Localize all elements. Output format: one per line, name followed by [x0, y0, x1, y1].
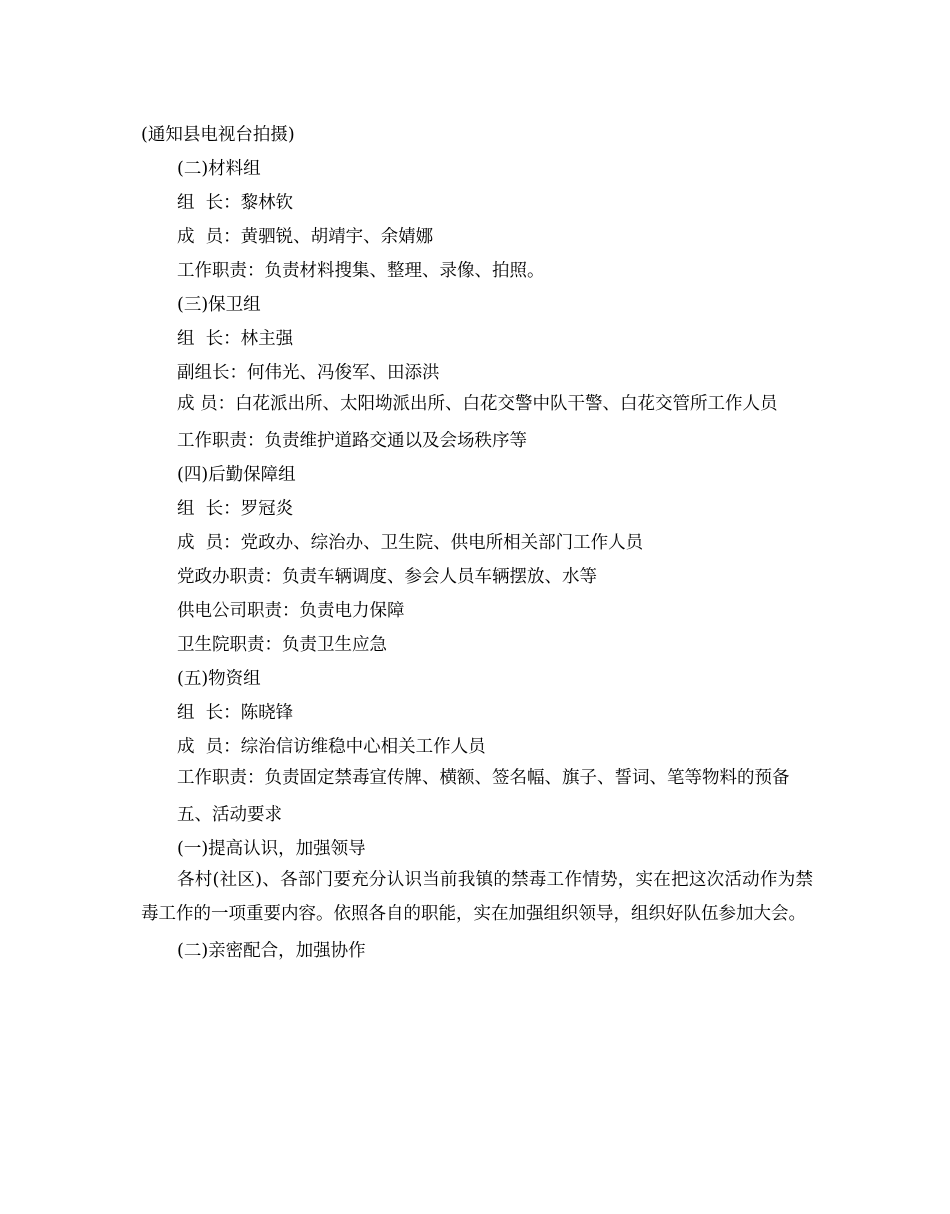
text-line: 成 员：黄驷锐、胡靖宇、余婧娜: [177, 227, 434, 247]
text-line: 成 员：综治信访维稳中心相关工作人员: [177, 737, 486, 757]
text-paragraph: 工作职责：负责固定禁毒宣传牌、横额、签名幅、旗子、誓词、笔等物料的预备: [177, 768, 790, 788]
section-heading: (四)后勤保障组: [177, 465, 296, 485]
text-line: 成 员：党政办、综治办、卫生院、供电所相关部门工作人员: [177, 533, 644, 553]
text-paragraph: 成 员：白花派出所、太阳坳派出所、白花交警中队干警、白花交管所工作人员: [177, 394, 778, 414]
section-heading: (二)亲密配合，加强协作: [177, 941, 366, 961]
text-line: 组 长：陈晓锋: [177, 703, 294, 723]
text-paragraph: 各村(社区)、各部门要充分认识当前我镇的禁毒工作情势，实在把这次活动作为禁毒工作的一项重要内容。依照各自的职能，实在加强组织领导，组织好队伍参加大会。: [141, 870, 813, 924]
text-line: 工作职责：负责维护道路交通以及会场秩序等: [177, 431, 527, 451]
text-line: 组 长：林主强: [177, 329, 294, 349]
text-line: (通知县电视台拍摄): [141, 125, 295, 145]
section-heading: (五)物资组: [177, 669, 261, 689]
section-heading: (二)材料组: [177, 159, 261, 179]
text-line: 副组长：何伟光、冯俊军、田添洪: [177, 363, 440, 383]
section-heading: 五、活动要求: [177, 805, 282, 825]
text-line: 供电公司职责：负责电力保障: [177, 601, 405, 621]
text-line: 党政办职责：负责车辆调度、参会人员车辆摆放、水等: [177, 567, 597, 587]
text-line: 组 长：黎林钦: [177, 193, 294, 213]
section-heading: (一)提高认识，加强领导: [177, 839, 366, 859]
text-line: 工作职责：负责材料搜集、整理、录像、拍照。: [177, 261, 545, 281]
text-line: 组 长：罗冠炎: [177, 499, 294, 519]
text-line: 卫生院职责：负责卫生应急: [177, 635, 387, 655]
section-heading: (三)保卫组: [177, 295, 261, 315]
document-body: [141, 121, 813, 971]
